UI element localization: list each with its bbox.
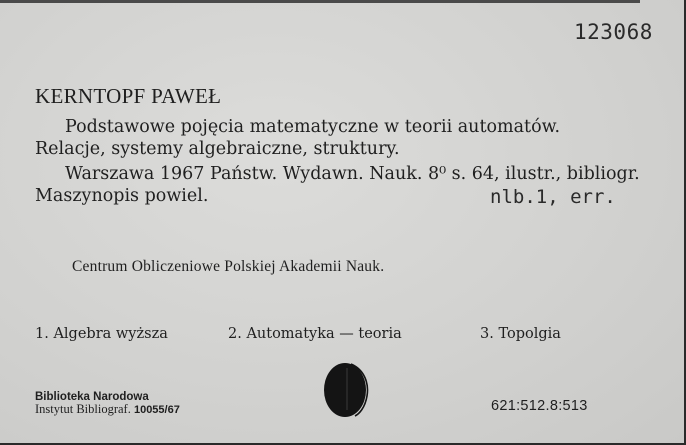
subject-headings <box>35 326 561 342</box>
publisher-line-1: Biblioteka Narodowa <box>35 391 149 403</box>
library-logo-icon <box>321 356 373 420</box>
subject-heading-2: 2. Automatyka — teoria <box>228 326 402 342</box>
card-top-edge <box>0 0 640 3</box>
classification-number: 621:512.8:513 <box>491 398 588 414</box>
title-text: Podstawowe pojęcia matematyczne w teorii automatów. Relacje, systemy algebraiczne, struktury. <box>35 117 561 159</box>
accession-number: 123068 <box>574 20 653 44</box>
imprint-text: Warszawa 1967 Państw. Wydawn. Nauk. 8⁰ s. 64, ilustr., bibliogr. Maszynopis powiel. <box>35 164 640 206</box>
print-number: 10055/67 <box>133 404 180 416</box>
author-heading: KERNTOPF PAWEŁ <box>35 84 222 108</box>
institution-note: Centrum Obliczeniowe Polskiej Akademii Nauk. <box>72 258 385 275</box>
subject-heading-3: 3. Topolgia <box>480 326 561 342</box>
publisher-imprint <box>35 391 180 416</box>
pagination-stamp: nlb.1, err. <box>490 186 616 208</box>
publisher-name: Instytut Bibliograf. <box>35 402 131 416</box>
publisher-line-2 <box>35 403 180 416</box>
subject-heading-1: 1. Algebra wyższa <box>35 326 168 342</box>
